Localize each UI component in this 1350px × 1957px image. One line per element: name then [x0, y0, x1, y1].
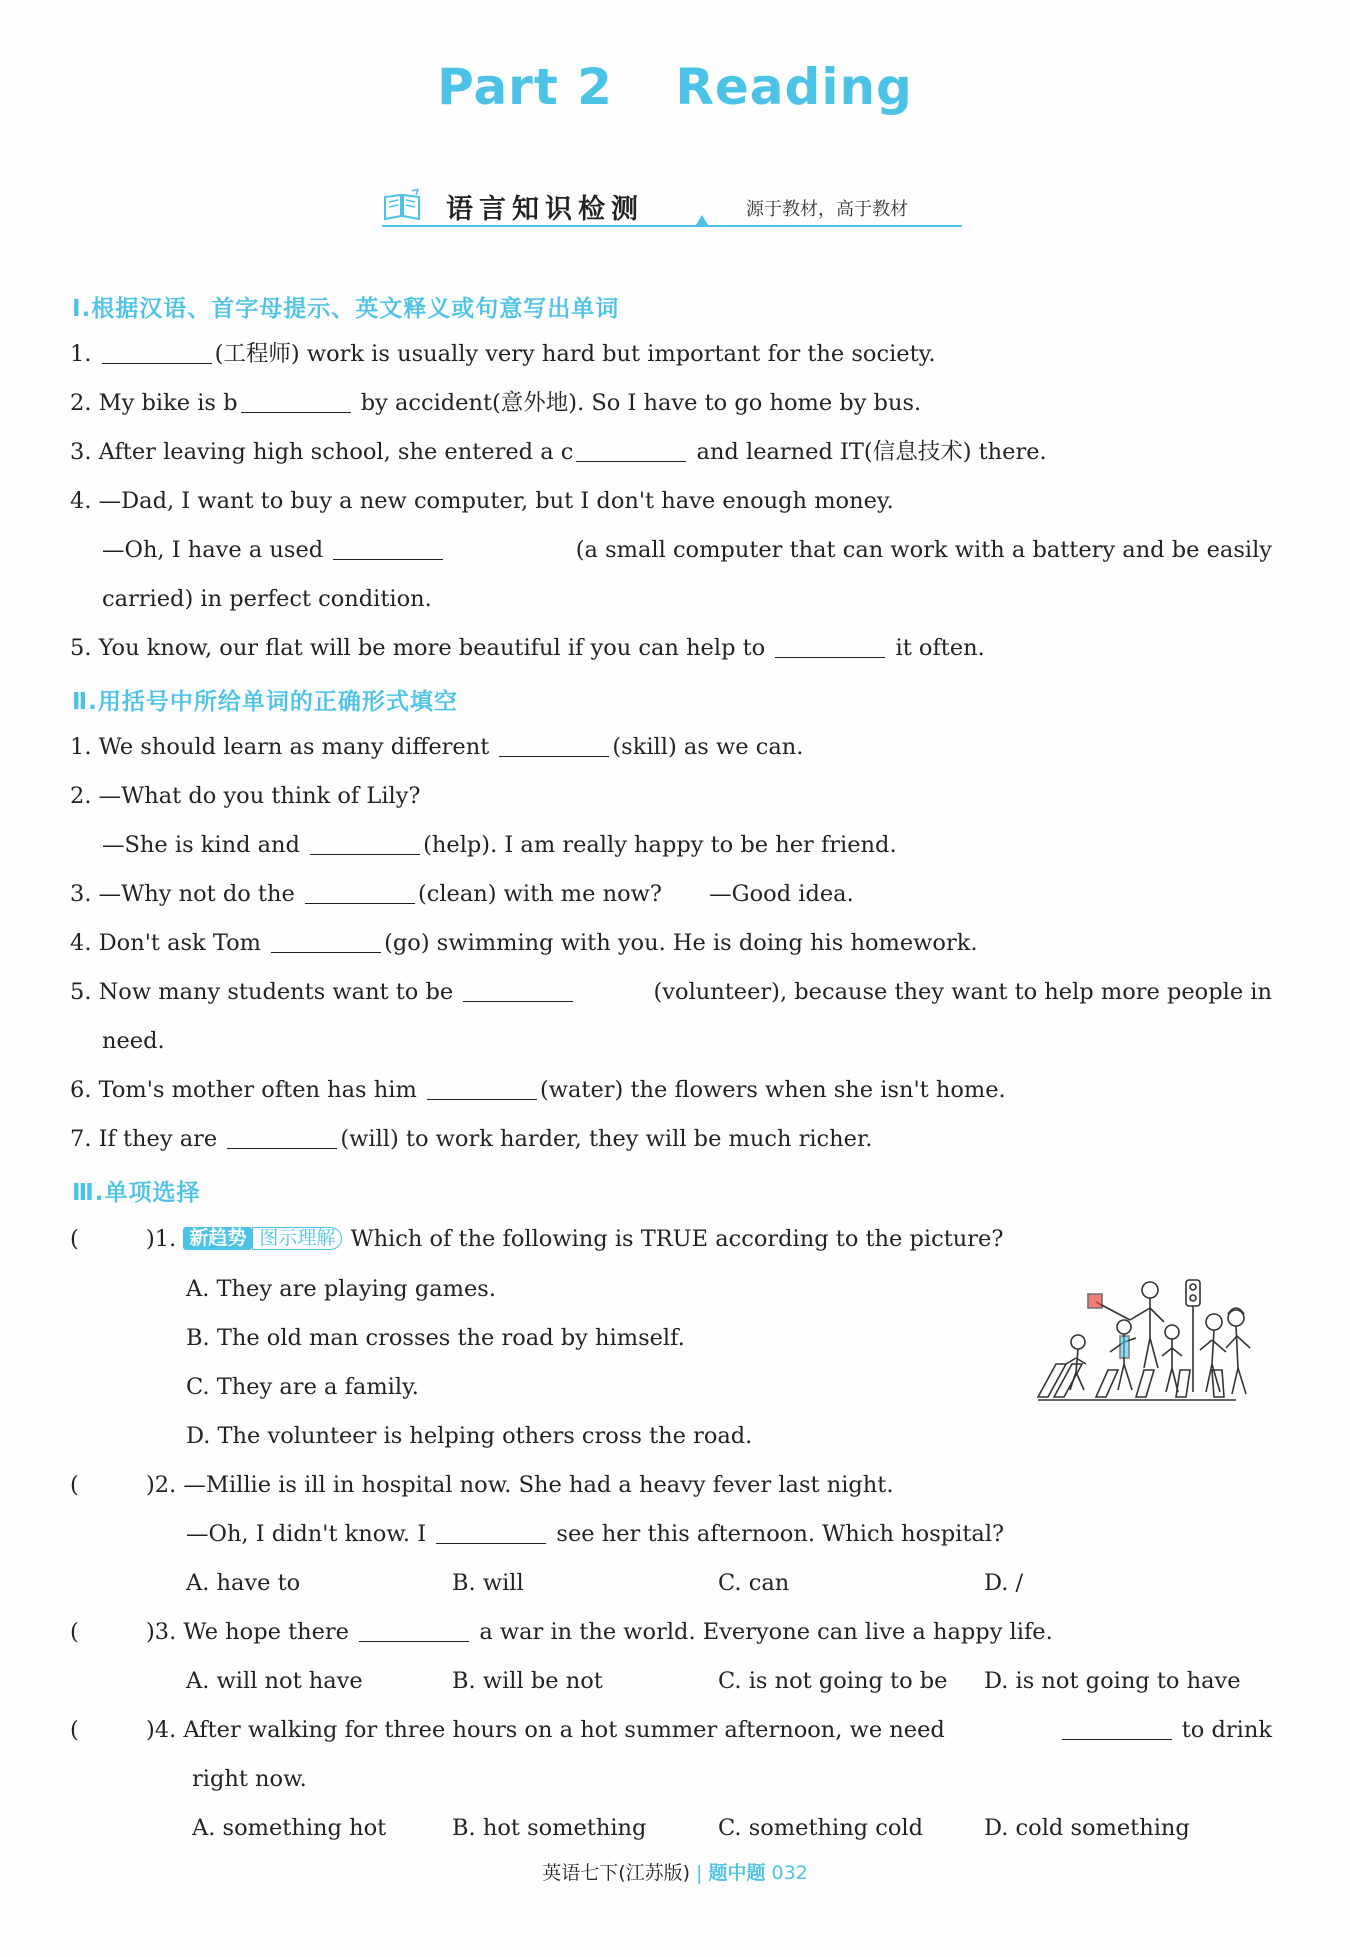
- s3-q4-option-b[interactable]: B. hot something: [452, 1815, 647, 1841]
- answer-blank[interactable]: [271, 932, 381, 953]
- s2-q7: [70, 1128, 872, 1151]
- s2-q1-text-b: (skill) as we can.: [612, 734, 804, 760]
- s2-q5: [70, 981, 1272, 1004]
- s3-q3-option-d[interactable]: D. is not going to have: [984, 1668, 1241, 1694]
- s3-q1-num: )1.: [146, 1226, 177, 1252]
- answer-blank[interactable]: [576, 441, 686, 462]
- s3-q2-line2: [186, 1523, 1004, 1546]
- s1-q5: [70, 637, 985, 660]
- tag-figure: 图示理解: [252, 1227, 342, 1250]
- s3-q2-option-d[interactable]: D. /: [984, 1570, 1024, 1596]
- s3-q1: [70, 1227, 1003, 1251]
- s2-q1: [70, 736, 803, 759]
- s2-q7-text-a: 7. If they are: [70, 1126, 218, 1152]
- s2-q4-text-b: (go) swimming with you. He is doing his homework.: [384, 930, 978, 956]
- page-footer: [0, 1858, 1350, 1885]
- s2-q2-text-b: (help). I am really happy to be her friend.: [423, 832, 897, 858]
- s1-q2: [70, 392, 921, 415]
- s1-q1-num: 1.: [70, 341, 92, 367]
- section1-heading: Ⅰ.根据汉语、首字母提示、英文释义或句意写出单词: [72, 296, 620, 322]
- answer-blank[interactable]: [499, 736, 609, 757]
- s3-q3-num: )3.: [146, 1619, 177, 1645]
- footer-brand: 题中题: [708, 1862, 766, 1884]
- s2-q5-line2: need.: [102, 1028, 165, 1054]
- s2-q2-line2: [102, 834, 897, 857]
- answer-blank[interactable]: [305, 883, 415, 904]
- footer-separator: |: [696, 1862, 703, 1884]
- s3-q3-text-b: a war in the world. Everyone can live a happy life.: [479, 1619, 1053, 1645]
- s2-q3-text-c: —Good idea.: [709, 881, 854, 907]
- s1-q5-text-b: it often.: [895, 635, 985, 661]
- s3-q3-option-c[interactable]: C. is not going to be: [718, 1668, 948, 1694]
- s3-q2-option-c[interactable]: C. can: [718, 1570, 790, 1596]
- part-label: Part 2: [437, 58, 613, 116]
- s2-q3: [70, 883, 854, 906]
- s3-q2-text-b: see her this afternoon. Which hospital?: [556, 1521, 1005, 1547]
- s3-q4-text-a: After walking for three hours on a hot summer afternoon, we need: [183, 1717, 945, 1743]
- answer-paren[interactable]: (: [70, 1717, 79, 1743]
- s1-q4-text-a: —Oh, I have a used: [102, 537, 324, 563]
- s1-q4-line3: carried) in perfect condition.: [102, 586, 432, 612]
- s3-q1-option-a[interactable]: A. They are playing games.: [186, 1276, 497, 1302]
- answer-paren[interactable]: (: [70, 1226, 79, 1252]
- s1-q4-line1: 4. —Dad, I want to buy a new computer, but I don't have enough money.: [70, 488, 894, 514]
- s3-q1-option-c[interactable]: C. They are a family.: [186, 1374, 419, 1400]
- answer-blank[interactable]: [1062, 1719, 1172, 1740]
- s3-q3-option-a[interactable]: A. will not have: [186, 1668, 363, 1694]
- book-icon: [382, 189, 422, 223]
- s1-q1: [70, 343, 936, 366]
- banner-underline: [382, 225, 962, 227]
- answer-blank[interactable]: [310, 834, 420, 855]
- s3-q2-stem: —Millie is ill in hospital now. She had a heavy fever last night.: [183, 1472, 894, 1498]
- answer-blank[interactable]: [333, 539, 443, 560]
- s3-q4-text-b: to drink: [1181, 1717, 1272, 1743]
- s3-q1-option-b[interactable]: B. The old man crosses the road by himself.: [186, 1325, 685, 1351]
- s3-q3-text-a: We hope there: [183, 1619, 349, 1645]
- section-banner: [382, 185, 962, 227]
- answer-blank[interactable]: [227, 1128, 337, 1149]
- s2-q3-text-a: 3. —Why not do the: [70, 881, 295, 907]
- s1-q3-text-b: and learned IT(信息技术) there.: [696, 439, 1047, 465]
- s1-q4-text-b: (a small computer that can work with a battery and be easily: [575, 537, 1272, 563]
- s2-q4: [70, 932, 978, 955]
- s3-q4-line2: right now.: [192, 1766, 307, 1792]
- answer-blank[interactable]: [463, 981, 573, 1002]
- s1-q1-text: (工程师) work is usually very hard but important for the society.: [214, 341, 936, 367]
- s3-q4-option-c[interactable]: C. something cold: [718, 1815, 923, 1841]
- s3-q2-text-a: —Oh, I didn't know. I: [186, 1521, 427, 1547]
- s3-q3: [70, 1621, 1053, 1644]
- s3-q4-option-a[interactable]: A. something hot: [192, 1815, 387, 1841]
- answer-blank[interactable]: [102, 343, 212, 364]
- s2-q5-text-b: (volunteer), because they want to help more people in: [653, 979, 1272, 1005]
- footer-book: 英语七下(江苏版): [542, 1862, 691, 1884]
- section3-heading: Ⅲ.单项选择: [72, 1180, 201, 1206]
- answer-blank[interactable]: [427, 1079, 537, 1100]
- part-title: [0, 58, 1350, 116]
- section2-heading: Ⅱ.用括号中所给单词的正确形式填空: [72, 689, 458, 715]
- answer-blank[interactable]: [775, 637, 885, 658]
- s3-q2-option-a[interactable]: A. have to: [186, 1570, 301, 1596]
- s1-q2-text-a: 2. My bike is b: [70, 390, 238, 416]
- s2-q4-text-a: 4. Don't ask Tom: [70, 930, 261, 956]
- part-name: Reading: [675, 58, 913, 116]
- s1-q5-text-a: 5. You know, our flat will be more beautiful if you can help to: [70, 635, 766, 661]
- s3-q3-option-b[interactable]: B. will be not: [452, 1668, 603, 1694]
- s1-q2-text-b: by accident(意外地). So I have to go home by bus.: [360, 390, 922, 416]
- banner-title: 语言知识检测: [446, 194, 644, 225]
- crosswalk-illustration: [1036, 1272, 1266, 1412]
- s1-q3-text-a: 3. After leaving high school, she entered a c: [70, 439, 574, 465]
- s1-q4-line2: [102, 539, 1272, 562]
- s3-q1-option-d[interactable]: D. The volunteer is helping others cross the road.: [186, 1423, 753, 1449]
- tag-new-trend: 新趋势: [183, 1227, 252, 1250]
- s2-q2-line1: 2. —What do you think of Lily?: [70, 783, 421, 809]
- answer-paren[interactable]: (: [70, 1619, 79, 1645]
- s2-q1-text-a: 1. We should learn as many different: [70, 734, 490, 760]
- s2-q6: [70, 1079, 1006, 1102]
- s3-q2: [70, 1474, 894, 1497]
- banner-subtitle: 源于教材，高于教材: [746, 199, 908, 220]
- s2-q3-text-b: (clean) with me now?: [417, 881, 662, 907]
- s3-q2-num: )2.: [146, 1472, 177, 1498]
- banner-marker: [696, 215, 708, 225]
- s3-q4-option-d[interactable]: D. cold something: [984, 1815, 1190, 1841]
- s2-q6-text-a: 6. Tom's mother often has him: [70, 1077, 417, 1103]
- s2-q2-text-a: —She is kind and: [102, 832, 300, 858]
- s2-q5-text-a: 5. Now many students want to be: [70, 979, 454, 1005]
- s3-q4-num: )4.: [146, 1717, 177, 1743]
- s2-q7-text-b: (will) to work harder, they will be much richer.: [340, 1126, 873, 1152]
- answer-blank[interactable]: [436, 1523, 546, 1544]
- answer-paren[interactable]: (: [70, 1472, 79, 1498]
- s3-q4: [70, 1719, 1272, 1742]
- s2-q6-text-b: (water) the flowers when she isn't home.: [539, 1077, 1006, 1103]
- s3-q1-stem: Which of the following is TRUE according to the picture?: [350, 1226, 1004, 1252]
- answer-blank[interactable]: [359, 1621, 469, 1642]
- page-number: 032: [771, 1862, 808, 1884]
- s3-q2-option-b[interactable]: B. will: [452, 1570, 524, 1596]
- answer-blank[interactable]: [241, 392, 351, 413]
- s1-q3: [70, 441, 1047, 464]
